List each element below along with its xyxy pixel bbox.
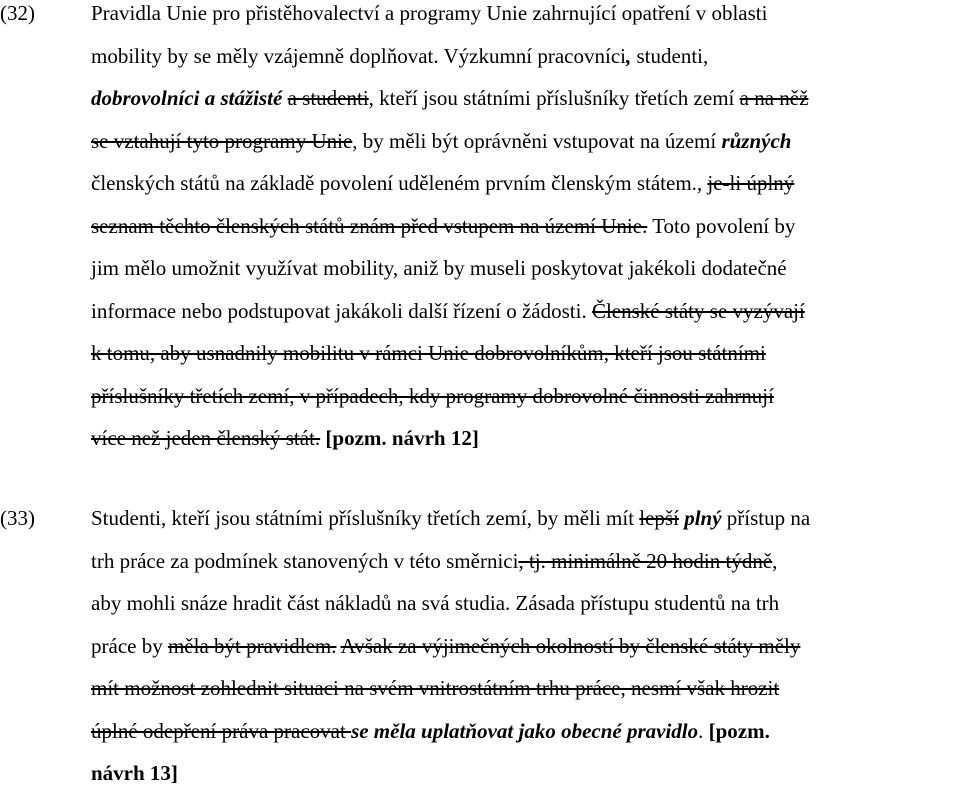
text-segment: , bbox=[696, 171, 708, 195]
text-segment: , bbox=[772, 548, 778, 573]
inserted-text: , bbox=[626, 43, 632, 68]
amendment-reference: [pozm. bbox=[708, 718, 770, 743]
deleted-text: Členské státy se vyzývají bbox=[591, 298, 805, 323]
inserted-text: dobrovolníci a stážisté bbox=[91, 86, 283, 110]
deleted-text: je-li úplný bbox=[707, 171, 795, 195]
deleted-text: a na něž bbox=[739, 86, 809, 110]
deleted-text: Avšak za výjimečných okolností by členské státy měly bbox=[340, 633, 801, 658]
text-line bbox=[91, 427, 479, 450]
text-line bbox=[91, 385, 774, 408]
text-line bbox=[91, 215, 795, 238]
text-segment: Studenti, kteří jsou státními příslušníky třetích zemí, by měli mít bbox=[91, 506, 640, 530]
text-line bbox=[91, 550, 777, 573]
paragraph-number: (33) bbox=[0, 506, 35, 530]
text-segment: studenti, bbox=[631, 43, 709, 68]
text-segment: přístup na bbox=[721, 506, 811, 530]
paragraph-number: (32) bbox=[0, 1, 35, 25]
deleted-text: se vztahují tyto programy Unie bbox=[91, 128, 353, 153]
inserted-text: se měla uplatňovat jako obecné pravidlo bbox=[351, 718, 699, 743]
text-segment: aby mohli snáze hradit část nákladů na svá studia. Zásada přístupu studentů na trh bbox=[91, 591, 780, 615]
text-segment: členských států na základě povolení uděleném prvním členským státem. bbox=[91, 171, 697, 195]
text-segment: práce by bbox=[91, 633, 168, 658]
text-line bbox=[91, 507, 810, 530]
text-segment: Pravidla Unie pro přistěhovalectví a programy Unie zahrnující opatření v oblasti bbox=[91, 1, 768, 25]
text-segment: jim mělo umožnit využívat mobility, aniž by museli poskytovat jakékoli dodatečné bbox=[91, 256, 787, 280]
text-line bbox=[91, 45, 708, 68]
deleted-text: seznam těchto členských států znám před vstupem na území Unie. bbox=[91, 213, 648, 238]
text-line bbox=[91, 172, 794, 195]
inserted-text: plný bbox=[684, 506, 722, 530]
deleted-text: lepší bbox=[639, 506, 679, 530]
text-line bbox=[91, 592, 779, 615]
text-line bbox=[91, 342, 766, 365]
deleted-text: měla být pravidlem. bbox=[167, 633, 337, 658]
deleted-text: , tj. minimálně 20 hodin týdně bbox=[518, 548, 773, 573]
text-segment: Toto povolení by bbox=[647, 213, 796, 238]
deleted-text: k tomu, aby usnadnily mobilitu v rámci Unie dobrovolníkům, kteří jsou státními bbox=[91, 341, 766, 365]
text-line bbox=[91, 257, 787, 280]
deleted-text: mít možnost zohlednit situaci na svém vnitrostátním trhu práce, nesmí však hrozit bbox=[91, 676, 780, 700]
text-segment: , kteří jsou státními příslušníky třetích zemí bbox=[368, 86, 740, 110]
inserted-text: různých bbox=[721, 128, 792, 153]
text-segment: , by měli být oprávněni vstupovat na území bbox=[352, 128, 722, 153]
text-line bbox=[91, 300, 805, 323]
text-line bbox=[91, 762, 178, 785]
amendment-reference: [pozm. návrh 12] bbox=[325, 426, 479, 450]
text-line bbox=[91, 2, 767, 25]
text-line bbox=[91, 635, 800, 658]
deleted-text: úplné odepření práva pracovat bbox=[91, 718, 352, 743]
text-segment: . bbox=[698, 718, 709, 743]
text-segment: informace nebo podstupovat jakákoli další řízení o žádosti. bbox=[91, 298, 592, 323]
deleted-text: a studenti bbox=[287, 86, 369, 110]
deleted-text: více než jeden členský stát. bbox=[91, 426, 321, 450]
text-segment: trh práce za podmínek stanovených v této směrnici bbox=[91, 548, 519, 573]
text-segment: mobility by se měly vzájemně doplňovat. Výzkumní pracovníci bbox=[91, 43, 626, 68]
text-line bbox=[91, 130, 791, 153]
amendment-reference: návrh 13] bbox=[91, 761, 178, 785]
text-line bbox=[91, 720, 770, 743]
text-line bbox=[91, 677, 779, 700]
text-line bbox=[91, 87, 808, 110]
deleted-text: příslušníky třetích zemí, v případech, kdy programy dobrovolné činnosti zahrnují bbox=[91, 383, 774, 408]
